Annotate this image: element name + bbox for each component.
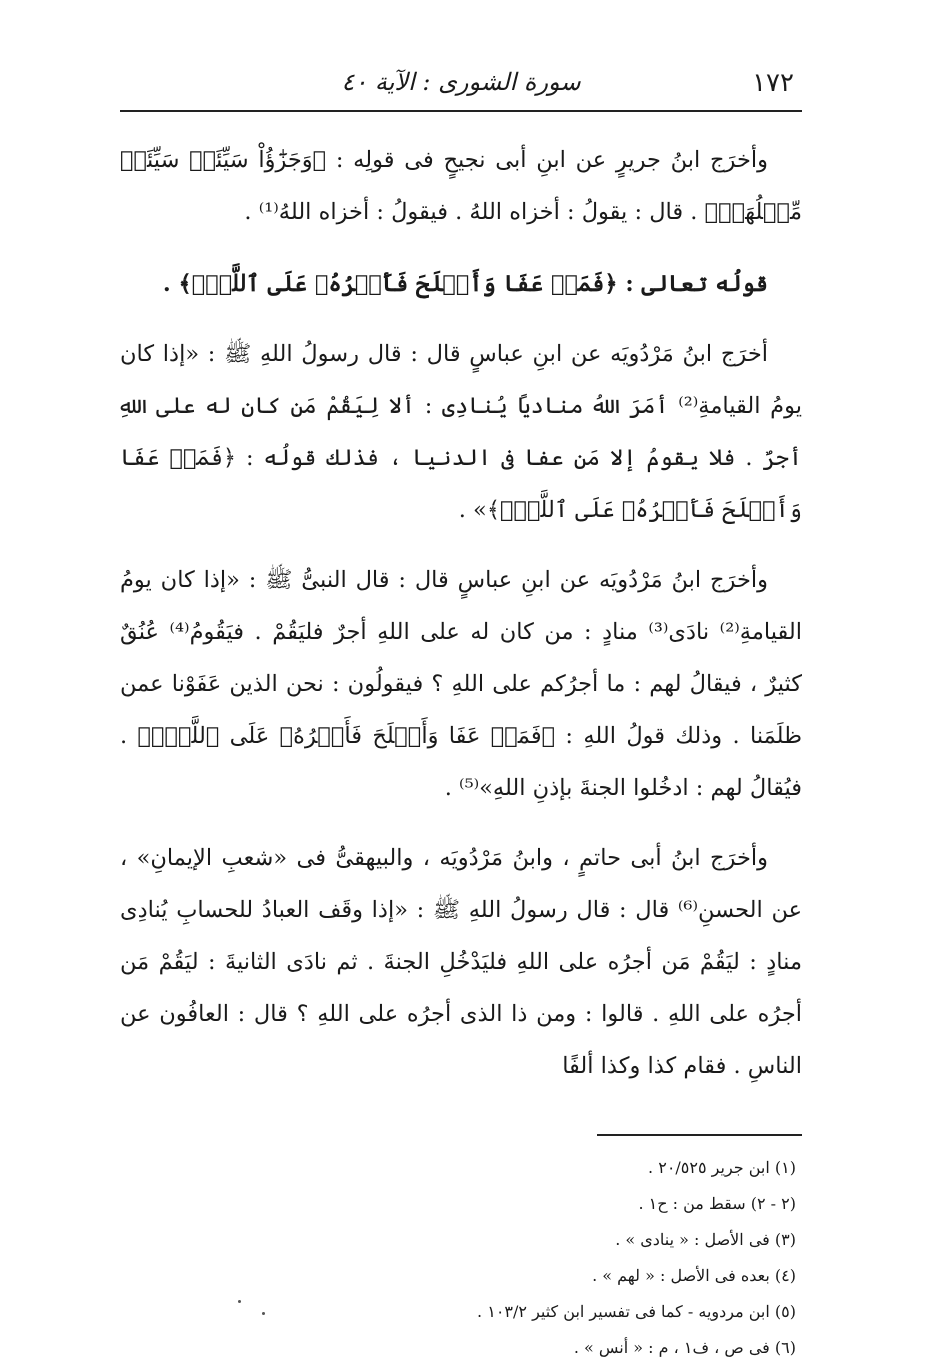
footnote-divider [597,1134,802,1136]
page-body [120,134,802,1092]
footnote-1: (١) ابن جرير ٢٠/٥٢٥ . [648,1158,796,1177]
paragraph-ibn-marduwayh-1: أخرَج ابنُ مَرْدُويَه عن ابنِ عباسٍ قال : قال رسولُ اللهِ ﷺ : «إذا كان يومُ القيامةِ⁽²⁾ أمَرَ اللهُ مناديًا يُنادِى : ألا لِيَقُمْ مَن كان له على اللهِ أجرٌ . فلا يقومُ إلا مَن عفا فى الدنيا ، فذلك قولُه : ﴿فَمَنۡ عَفَا وَأَصۡلَحَ فَأَجۡرُهُۥ عَلَى ٱللَّهِۚ﴾» . [120,341,802,523]
footnote-4: (٤) بعده فى الأصل : « لهم » . [592,1266,796,1285]
paragraph-ibn-jarir: وأخرَج ابنُ جريرٍ عن ابنِ أبى نجيحٍ فى قولِه : ﴿وَجَزَٰٓؤُاْ سَيِّئَةٖ سَيِّئَةٞ مِّثۡلُهَاۖ﴾ . قال : يقولُ : أخزاه اللهُ . فيقولُ : أخزاه اللهُ⁽¹⁾ . [120,147,802,225]
footnote-6: (٦) فى ص ، ف١ ، م : « أنس » . [573,1338,796,1357]
footnotes [120,1150,802,1366]
footnote-3: (٣) فى الأصل : « ينادى » . [615,1230,796,1249]
book-page [120,58,803,1357]
scan-speck [238,1300,241,1303]
verse-heading: قولُه تعالى : ﴿فَمَنۡ عَفَا وَأَصۡلَحَ فَأَجۡرُهُۥ عَلَى ٱللَّهِۚ﴾ . [162,271,768,297]
scan-speck [262,1312,265,1315]
footnote-5: (٥) ابن مردويه - كما فى تفسير ابن كثير ١٠٣/٢ . [477,1302,796,1321]
page-header [120,58,802,112]
paragraph-ibn-marduwayh-2: وأخرَج ابنُ مَرْدُويَه عن ابنِ عباسٍ قال : قال النبىُّ ﷺ : «إذا كان يومُ القيامةِ⁽²⁾ نادَى⁽³⁾ منادٍ : من كان له على اللهِ أجرٌ فليَقُمْ . فيَقُومُ⁽⁴⁾ عُنُقٌ كثيرٌ ، فيقالُ لهم : ما أجرُكم على اللهِ ؟ فيقولُون : نحن الذين عَفَوْنا عمن ظلَمَنا . وذلك قولُ اللهِ : ﴿فَمَنۡ عَفَا وَأَصۡلَحَ فَأَجۡرُهُۥ عَلَى ٱللَّهِۚ﴾ . فيُقالُ لهم : ادخُلوا الجنةَ بإذنِ اللهِ»⁽⁵⁾ . [120,567,803,801]
page-number: ١٧٢ [752,68,794,98]
running-title: سورة الشورى : الآية ٤٠ [341,68,581,96]
paragraph-ibn-abi-hatim: وأخرَج ابنُ أبى حاتمٍ ، وابنُ مَرْدُويَه ، والبيهقىُّ فى «شعبِ الإيمانِ» ، عن الحسنِ⁽⁶⁾ قال : قال رسولُ اللهِ ﷺ : «إذا وقَف العبادُ للحسابِ يُنادِى منادٍ : ليَقُمْ مَن أجرُه على اللهِ فليَدْخُلِ الجنةَ . ثم نادَى الثانيةَ : ليَقُمْ مَن أجرُه على اللهِ . قالوا : ومن ذا الذى أجرُه على اللهِ ؟ قال : العافُون عن الناسِ . فقام كذا وكذا ألفًا [120,845,803,1079]
footnote-2: (٢ - ٢) سقط من : ح١ . [638,1194,796,1213]
